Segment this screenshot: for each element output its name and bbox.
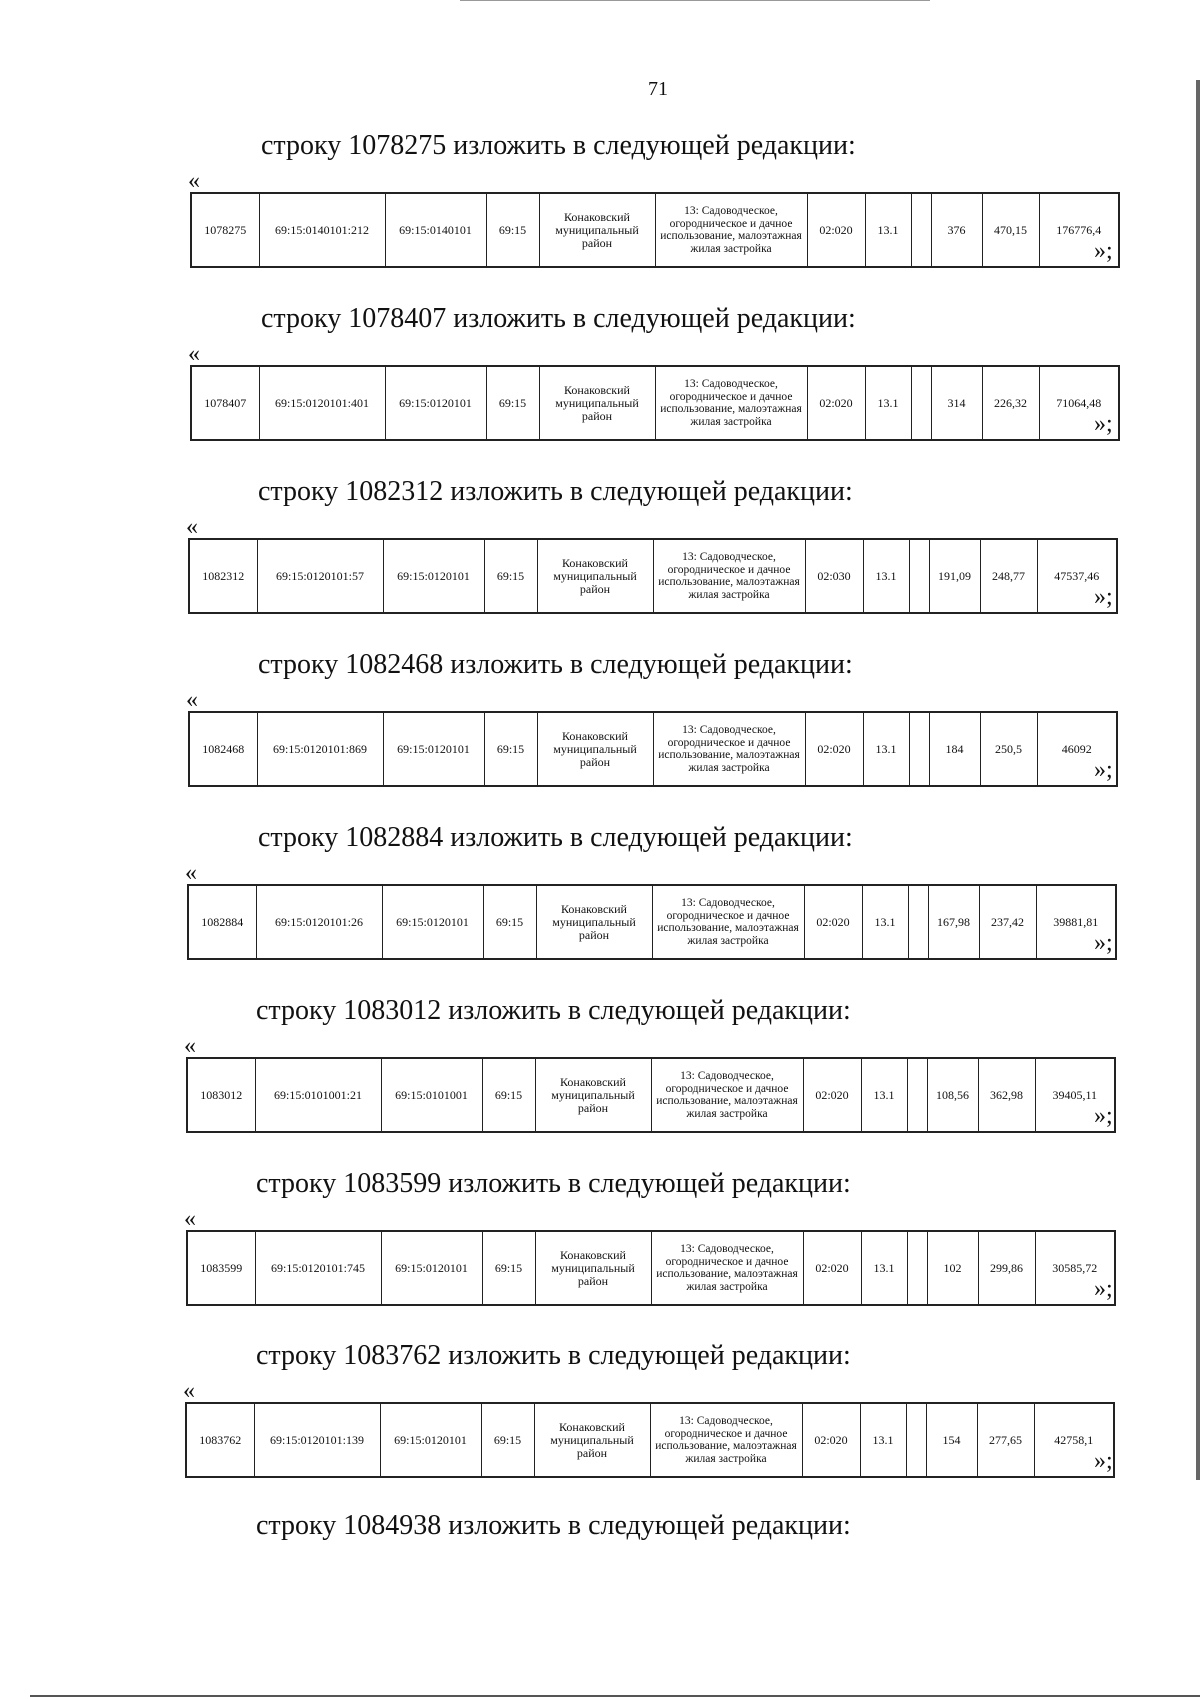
- cell-code: 02:020: [803, 1058, 861, 1132]
- heading-prefix: строку: [258, 649, 339, 680]
- heading-prefix: строку: [256, 1340, 337, 1371]
- cell-cadastral-number: 69:15:0120101:26: [256, 885, 382, 959]
- cell-area: 167,98: [928, 885, 979, 959]
- cell-land-use: 13: Садоводческое, огородническое и дачное использование, малоэтажная жилая застройка: [655, 193, 807, 267]
- cell-group: 13.1: [861, 1058, 907, 1132]
- cell-value: 71064,48: [1039, 366, 1119, 440]
- cell-district-code: 69:15: [482, 1058, 535, 1132]
- amendment-table: [190, 192, 1120, 268]
- cell-row-id: 1078275: [191, 193, 259, 267]
- heading-suffix: изложить в следующей редакции:: [448, 1340, 851, 1371]
- heading-prefix: строку: [256, 1510, 337, 1541]
- cell-empty: [906, 1403, 926, 1477]
- cell-municipality: Конаковский муниципальный район: [539, 366, 655, 440]
- cell-rate: 299,86: [978, 1231, 1035, 1305]
- cell-row-id: 1083599: [187, 1231, 255, 1305]
- cell-cadastral-number: 69:15:0120101:57: [257, 539, 383, 613]
- cell-cadastral-block: 69:15:0140101: [385, 193, 486, 267]
- heading-prefix: строку: [256, 1168, 337, 1199]
- section-heading: [256, 995, 851, 1027]
- heading-suffix: изложить в следующей редакции:: [450, 649, 853, 680]
- heading-suffix: изложить в следующей редакции:: [453, 303, 856, 334]
- heading-prefix: строку: [256, 995, 337, 1026]
- cell-district-code: 69:15: [484, 539, 537, 613]
- amendment-table: [186, 1057, 1116, 1133]
- cell-group: 13.1: [863, 539, 909, 613]
- closing-quote: »;: [1094, 1448, 1113, 1474]
- cell-cadastral-number: 69:15:0120101:745: [255, 1231, 381, 1305]
- cell-municipality: Конаковский муниципальный район: [535, 1231, 651, 1305]
- cell-empty: [911, 193, 931, 267]
- cell-municipality: Конаковский муниципальный район: [537, 539, 653, 613]
- amendment-table: [188, 711, 1118, 787]
- amendment-table: [187, 884, 1117, 960]
- cell-group: 13.1: [860, 1403, 906, 1477]
- heading-suffix: изложить в следующей редакции:: [448, 995, 851, 1026]
- heading-suffix: изложить в следующей редакции:: [453, 130, 856, 161]
- cell-area: 184: [929, 712, 980, 786]
- cell-district-code: 69:15: [483, 885, 536, 959]
- section-heading: [256, 1168, 851, 1200]
- opening-quote: «: [184, 1206, 196, 1232]
- cell-empty: [909, 539, 929, 613]
- closing-quote: »;: [1094, 757, 1113, 783]
- cell-area: 108,56: [927, 1058, 978, 1132]
- cell-row-id: 1082884: [188, 885, 256, 959]
- cell-land-use: 13: Садоводческое, огородническое и дачное использование, малоэтажная жилая застройка: [650, 1403, 802, 1477]
- opening-quote: «: [184, 1033, 196, 1059]
- heading-row-id: 1083599: [343, 1168, 442, 1199]
- closing-quote: »;: [1094, 1103, 1113, 1129]
- cell-value: 39405,11: [1035, 1058, 1115, 1132]
- cell-cadastral-block: 69:15:0101001: [381, 1058, 482, 1132]
- cell-value: 39881,81: [1036, 885, 1116, 959]
- cell-value: 176776,4: [1039, 193, 1119, 267]
- cell-group: 13.1: [865, 366, 911, 440]
- table-row: [189, 539, 1117, 613]
- cell-code: 02:020: [804, 885, 862, 959]
- cell-value: 47537,46: [1037, 539, 1117, 613]
- cell-area: 154: [926, 1403, 977, 1477]
- heading-row-id: 1082468: [345, 649, 444, 680]
- scan-right-edge: [1196, 80, 1200, 1480]
- cell-group: 13.1: [865, 193, 911, 267]
- cell-empty: [907, 1058, 927, 1132]
- closing-quote: »;: [1094, 411, 1113, 437]
- cell-land-use: 13: Садоводческое, огородническое и дачное использование, малоэтажная жилая застройка: [653, 712, 805, 786]
- cell-cadastral-number: 69:15:0101001:21: [255, 1058, 381, 1132]
- heading-row-id: 1078407: [348, 303, 447, 334]
- table-row: [186, 1403, 1114, 1477]
- cell-code: 02:030: [805, 539, 863, 613]
- cell-code: 02:020: [805, 712, 863, 786]
- heading-suffix: изложить в следующей редакции:: [448, 1510, 851, 1541]
- cell-municipality: Конаковский муниципальный район: [539, 193, 655, 267]
- cell-row-id: 1082312: [189, 539, 257, 613]
- heading-row-id: 1078275: [348, 130, 447, 161]
- section-heading: [258, 649, 853, 681]
- opening-quote: «: [185, 860, 197, 886]
- cell-row-id: 1082468: [189, 712, 257, 786]
- cell-empty: [908, 885, 928, 959]
- opening-quote: «: [183, 1378, 195, 1404]
- cell-municipality: Конаковский муниципальный район: [536, 885, 652, 959]
- section-heading: [261, 130, 856, 162]
- amendment-table: [188, 538, 1118, 614]
- cell-group: 13.1: [862, 885, 908, 959]
- table-row: [191, 366, 1119, 440]
- cell-empty: [909, 712, 929, 786]
- cell-municipality: Конаковский муниципальный район: [537, 712, 653, 786]
- section-heading: [258, 822, 853, 854]
- opening-quote: «: [186, 687, 198, 713]
- section-heading: [258, 476, 853, 508]
- cell-land-use: 13: Садоводческое, огородническое и дачное использование, малоэтажная жилая застройка: [652, 885, 804, 959]
- cell-rate: 277,65: [977, 1403, 1034, 1477]
- cell-area: 376: [931, 193, 982, 267]
- heading-prefix: строку: [261, 303, 342, 334]
- cell-group: 13.1: [861, 1231, 907, 1305]
- cell-district-code: 69:15: [481, 1403, 534, 1477]
- cell-group: 13.1: [863, 712, 909, 786]
- heading-suffix: изложить в следующей редакции:: [450, 822, 853, 853]
- section-heading: [256, 1340, 851, 1372]
- cell-area: 314: [931, 366, 982, 440]
- cell-code: 02:020: [807, 366, 865, 440]
- cell-area: 191,09: [929, 539, 980, 613]
- cell-empty: [911, 366, 931, 440]
- cell-land-use: 13: Садоводческое, огородническое и дачное использование, малоэтажная жилая застройка: [655, 366, 807, 440]
- scan-top-line: [460, 0, 930, 1]
- table-row: [188, 885, 1116, 959]
- cell-district-code: 69:15: [484, 712, 537, 786]
- cell-municipality: Конаковский муниципальный район: [534, 1403, 650, 1477]
- cell-cadastral-block: 69:15:0120101: [385, 366, 486, 440]
- cell-rate: 248,77: [980, 539, 1037, 613]
- heading-row-id: 1082312: [345, 476, 444, 507]
- cell-code: 02:020: [803, 1231, 861, 1305]
- cell-rate: 470,15: [982, 193, 1039, 267]
- section-heading: [261, 303, 856, 335]
- cell-cadastral-number: 69:15:0120101:401: [259, 366, 385, 440]
- section-heading: [256, 1510, 851, 1542]
- opening-quote: «: [188, 341, 200, 367]
- heading-suffix: изложить в следующей редакции:: [450, 476, 853, 507]
- cell-land-use: 13: Садоводческое, огородническое и дачное использование, малоэтажная жилая застройка: [651, 1231, 803, 1305]
- cell-empty: [907, 1231, 927, 1305]
- heading-row-id: 1083012: [343, 995, 442, 1026]
- page-number: 71: [648, 78, 668, 100]
- cell-row-id: 1083012: [187, 1058, 255, 1132]
- cell-code: 02:020: [802, 1403, 860, 1477]
- closing-quote: »;: [1094, 584, 1113, 610]
- cell-rate: 250,5: [980, 712, 1037, 786]
- cell-cadastral-block: 69:15:0120101: [381, 1231, 482, 1305]
- cell-rate: 237,42: [979, 885, 1036, 959]
- cell-land-use: 13: Садоводческое, огородническое и дачное использование, малоэтажная жилая застройка: [651, 1058, 803, 1132]
- heading-row-id: 1082884: [345, 822, 444, 853]
- amendment-table: [190, 365, 1120, 441]
- closing-quote: »;: [1094, 1276, 1113, 1302]
- cell-cadastral-block: 69:15:0120101: [382, 885, 483, 959]
- cell-code: 02:020: [807, 193, 865, 267]
- amendment-table: [186, 1230, 1116, 1306]
- cell-district-code: 69:15: [486, 366, 539, 440]
- cell-district-code: 69:15: [482, 1231, 535, 1305]
- cell-row-id: 1078407: [191, 366, 259, 440]
- cell-cadastral-block: 69:15:0120101: [383, 539, 484, 613]
- table-row: [187, 1058, 1115, 1132]
- opening-quote: «: [188, 168, 200, 194]
- cell-cadastral-block: 69:15:0120101: [383, 712, 484, 786]
- cell-rate: 362,98: [978, 1058, 1035, 1132]
- heading-prefix: строку: [258, 476, 339, 507]
- amendment-table: [185, 1402, 1115, 1478]
- closing-quote: »;: [1094, 930, 1113, 956]
- cell-land-use: 13: Садоводческое, огородническое и дачное использование, малоэтажная жилая застройка: [653, 539, 805, 613]
- opening-quote: «: [186, 514, 198, 540]
- cell-area: 102: [927, 1231, 978, 1305]
- closing-quote: »;: [1094, 238, 1113, 264]
- cell-cadastral-number: 69:15:0120101:139: [254, 1403, 380, 1477]
- table-row: [191, 193, 1119, 267]
- scan-bottom-line: [30, 1695, 1200, 1697]
- cell-rate: 226,32: [982, 366, 1039, 440]
- heading-prefix: строку: [261, 130, 342, 161]
- cell-value: 46092: [1037, 712, 1117, 786]
- cell-value: 42758,1: [1034, 1403, 1114, 1477]
- cell-cadastral-block: 69:15:0120101: [380, 1403, 481, 1477]
- table-row: [189, 712, 1117, 786]
- heading-prefix: строку: [258, 822, 339, 853]
- heading-row-id: 1083762: [343, 1340, 442, 1371]
- table-row: [187, 1231, 1115, 1305]
- cell-cadastral-number: 69:15:0140101:212: [259, 193, 385, 267]
- cell-value: 30585,72: [1035, 1231, 1115, 1305]
- cell-district-code: 69:15: [486, 193, 539, 267]
- heading-row-id: 1084938: [343, 1510, 442, 1541]
- cell-cadastral-number: 69:15:0120101:869: [257, 712, 383, 786]
- cell-municipality: Конаковский муниципальный район: [535, 1058, 651, 1132]
- cell-row-id: 1083762: [186, 1403, 254, 1477]
- heading-suffix: изложить в следующей редакции:: [448, 1168, 851, 1199]
